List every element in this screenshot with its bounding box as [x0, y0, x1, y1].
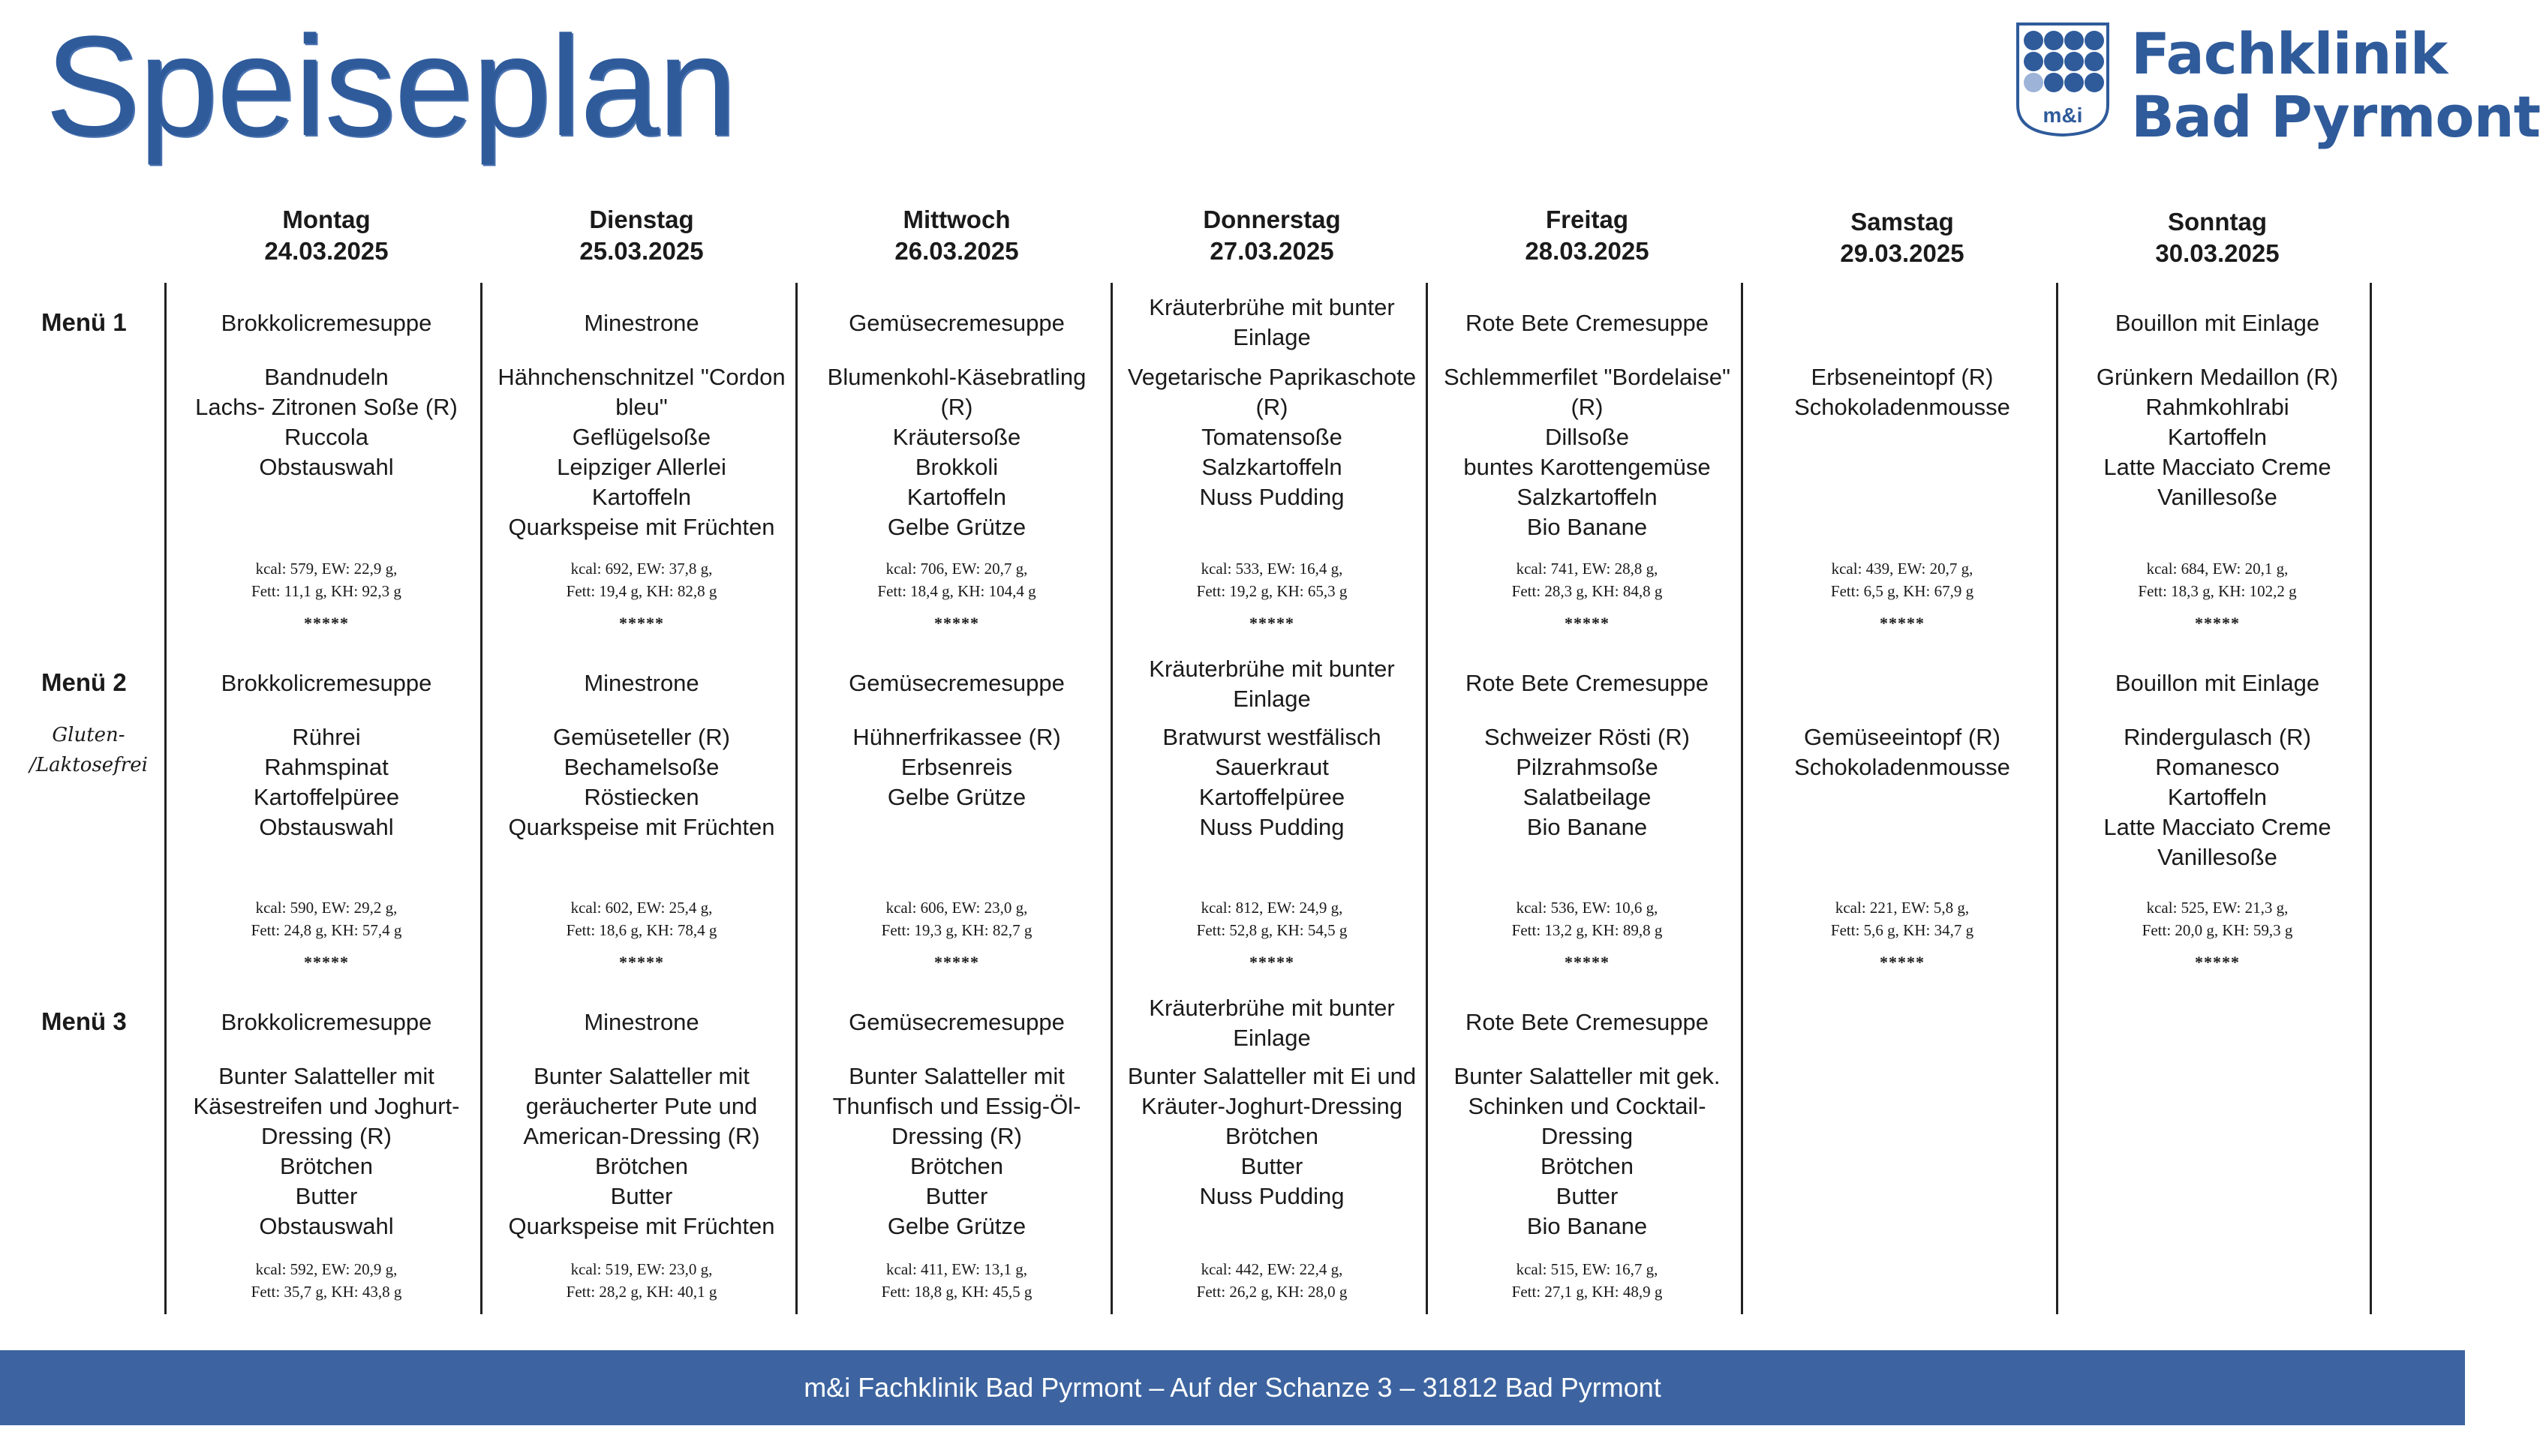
dish-line: Kartoffelpüree	[253, 784, 400, 810]
day-date: 29.03.2025	[1840, 239, 1964, 267]
nutrition-line: kcal: 812, EW: 24,9 g,	[1201, 899, 1343, 917]
dish-line: Butter	[1240, 1153, 1303, 1179]
dish-line: Salatbeilage	[1522, 784, 1652, 810]
nutrition-line: Fett: 13,2 g, KH: 89,8 g	[1511, 921, 1663, 939]
menu-label-1: Menü 1	[41, 308, 127, 336]
dish-line: Latte Macciato Creme	[2103, 454, 2331, 480]
day-date: 26.03.2025	[894, 237, 1019, 265]
nutrition-line: kcal: 706, EW: 20,7 g,	[885, 560, 1028, 578]
dish-line: Bechamelsoße	[564, 754, 720, 780]
dish-line: Butter	[610, 1183, 673, 1209]
nutrition-info	[1117, 557, 1426, 602]
nutrition-info	[802, 896, 1111, 941]
nutrition-line: kcal: 602, EW: 25,4 g,	[570, 899, 713, 917]
nutrition-line: Fett: 19,4 g, KH: 82,8 g	[566, 582, 717, 600]
dish-line: American-Dressing (R)	[523, 1123, 760, 1149]
dish-line: Hühnerfrikassee (R)	[852, 724, 1061, 750]
day-name: Dienstag	[589, 206, 694, 233]
dish-line: Romanesco	[2155, 754, 2280, 780]
dish-line: Kräuter-Joghurt-Dressing	[1141, 1093, 1403, 1119]
dish-line: Nuss Pudding	[1199, 1183, 1345, 1209]
soup-cell	[1432, 1007, 1742, 1037]
dish-line: Butter	[295, 1183, 358, 1209]
dish-line: Salzkartoffeln	[1516, 484, 1658, 510]
dish-line: Rindergulasch (R)	[2124, 724, 2311, 750]
nutrition-line: Fett: 6,5 g, KH: 67,9 g	[1830, 582, 1974, 600]
soup-line: Rote Bete Cremesuppe	[1465, 670, 1709, 696]
dish-cell	[2063, 362, 2372, 512]
dish-line: Quarkspeise mit Früchten	[508, 514, 775, 540]
dish-line: Leipziger Allerlei	[557, 454, 726, 480]
nutrition-line: Fett: 35,7 g, KH: 43,8 g	[251, 1283, 402, 1301]
dish-line: Ruccola	[284, 424, 368, 450]
nutrition-info	[802, 557, 1111, 602]
dish-line: Schlemmerfilet "Bordelaise"	[1443, 364, 1731, 390]
soup-line: Einlage	[1233, 324, 1311, 350]
dish-cell	[2063, 722, 2372, 872]
gluten-note-line1: Gluten-	[52, 724, 125, 746]
soup-cell	[172, 1007, 481, 1037]
nutrition-line: kcal: 525, EW: 21,3 g,	[2146, 899, 2289, 917]
separator-stars: *****	[619, 953, 664, 971]
nutrition-info	[1748, 896, 2057, 941]
day-date: 28.03.2025	[1525, 237, 1649, 265]
clinic-name	[2131, 20, 2540, 150]
dish-line: buntes Karottengemüse	[1463, 454, 1711, 480]
dish-cell	[172, 722, 481, 842]
dish-line: Hähnchenschnitzel "Cordon	[497, 364, 786, 390]
dish-line: Obstauswahl	[259, 814, 394, 840]
dish-line: Brötchen	[594, 1153, 689, 1179]
dish-line: Gelbe Grütze	[887, 514, 1027, 540]
dish-line: Brötchen	[1540, 1153, 1634, 1179]
soup-cell	[1117, 293, 1426, 353]
nutrition-line: Fett: 5,6 g, KH: 34,7 g	[1830, 921, 1974, 939]
day-date: 30.03.2025	[2155, 239, 2280, 267]
nutrition-line: Fett: 19,2 g, KH: 65,3 g	[1196, 582, 1348, 600]
nutrition-info	[1432, 896, 1742, 941]
soup-line: Rote Bete Cremesuppe	[1465, 1009, 1709, 1035]
separator-stars: *****	[2195, 614, 2240, 632]
soup-cell	[1117, 993, 1426, 1053]
separator-stars: *****	[304, 953, 349, 971]
dish-line: Vegetarische Paprikaschote	[1127, 364, 1417, 390]
soup-line: Brokkolicremesuppe	[221, 310, 432, 336]
nutrition-line: Fett: 18,6 g, KH: 78,4 g	[566, 921, 717, 939]
dish-line: Schokoladenmousse	[1794, 394, 2010, 420]
page-title: Speiseplan	[45, 7, 736, 166]
clinic-logo-icon	[2015, 21, 2111, 137]
dish-line: Dressing	[1541, 1123, 1634, 1149]
nutrition-line: Fett: 18,8 g, KH: 45,5 g	[881, 1283, 1033, 1301]
nutrition-line: kcal: 519, EW: 23,0 g,	[570, 1260, 713, 1278]
day-header	[1429, 204, 1745, 267]
gluten-note-line2: /Laktosefrei	[29, 754, 148, 776]
dish-line: Bunter Salatteller mit	[849, 1063, 1065, 1089]
nutrition-line: Fett: 27,1 g, KH: 48,9 g	[1511, 1283, 1663, 1301]
dish-line: Käsestreifen und Joghurt-	[193, 1093, 460, 1119]
dish-line: Lachs- Zitronen Soße (R)	[195, 394, 458, 420]
soup-cell	[172, 308, 481, 338]
separator-stars: *****	[1880, 614, 1925, 632]
dish-line: Sauerkraut	[1215, 754, 1329, 780]
dish-line: Bandnudeln	[264, 364, 389, 390]
dish-line: Kartoffeln	[906, 484, 1007, 510]
dish-line: Bio Banane	[1526, 514, 1648, 540]
dish-line: Gelbe Grütze	[887, 1213, 1027, 1239]
dish-line: Vanillesoße	[2157, 844, 2277, 870]
dish-line: Grünkern Medaillon (R)	[2096, 364, 2339, 390]
dish-line: Brötchen	[279, 1153, 374, 1179]
dish-cell	[802, 722, 1111, 812]
soup-cell	[487, 668, 796, 698]
dish-cell	[1432, 722, 1742, 842]
nutrition-line: kcal: 533, EW: 16,4 g,	[1201, 560, 1343, 578]
dish-cell	[1432, 362, 1742, 542]
dish-line: Butter	[925, 1183, 988, 1209]
column-divider	[164, 283, 167, 1314]
dish-line: Dillsoße	[1545, 424, 1629, 450]
dish-line: Bunter Salatteller mit Ei und	[1127, 1063, 1417, 1089]
dish-line: Kräutersoße	[892, 424, 1021, 450]
nutrition-info	[1117, 896, 1426, 941]
dish-line: Kartoffeln	[2167, 784, 2268, 810]
dish-line: (R)	[1571, 394, 1604, 420]
dish-line: Nuss Pudding	[1199, 814, 1345, 840]
nutrition-line: Fett: 19,3 g, KH: 82,7 g	[881, 921, 1033, 939]
dish-line: Erbseneintopf (R)	[1811, 364, 1994, 390]
dish-line: Bratwurst westfälisch	[1162, 724, 1381, 750]
nutrition-info	[2063, 896, 2372, 941]
day-name: Sonntag	[2168, 208, 2267, 236]
dish-cell	[172, 362, 481, 482]
nutrition-info	[172, 557, 481, 602]
dish-line: Gelbe Grütze	[887, 784, 1027, 810]
separator-stars: *****	[934, 614, 979, 632]
menu-label-3: Menü 3	[41, 1007, 127, 1035]
day-name: Samstag	[1850, 208, 1954, 236]
separator-stars: *****	[1249, 614, 1294, 632]
soup-line: Bouillon mit Einlage	[2115, 310, 2320, 336]
dish-line: Nuss Pudding	[1199, 484, 1345, 510]
dish-cell	[487, 722, 796, 842]
dish-line: Schinken und Cocktail-	[1468, 1093, 1706, 1119]
dish-line: Rahmspinat	[264, 754, 389, 780]
soup-line: Gemüsecremesuppe	[849, 310, 1065, 336]
nutrition-info	[172, 896, 481, 941]
dish-line: Butter	[1556, 1183, 1619, 1209]
nutrition-line: kcal: 221, EW: 5,8 g,	[1835, 899, 1970, 917]
day-name: Montag	[282, 206, 371, 233]
dish-cell	[1748, 362, 2057, 422]
dish-cell	[1117, 1061, 1426, 1211]
dish-cell	[487, 1061, 796, 1241]
soup-line: Minestrone	[584, 670, 699, 696]
nutrition-info	[172, 1258, 481, 1303]
nutrition-info	[487, 1258, 796, 1303]
dish-line: Erbsenreis	[900, 754, 1013, 780]
soup-line: Kräuterbrühe mit bunter	[1149, 995, 1395, 1021]
nutrition-line: kcal: 579, EW: 22,9 g,	[255, 560, 398, 578]
day-date: 24.03.2025	[264, 237, 389, 265]
soup-line: Bouillon mit Einlage	[2115, 670, 2320, 696]
soup-line: Brokkolicremesuppe	[221, 1009, 432, 1035]
soup-cell	[802, 668, 1111, 698]
nutrition-line: Fett: 24,8 g, KH: 57,4 g	[251, 921, 402, 939]
dish-cell	[172, 1061, 481, 1241]
day-header	[1114, 204, 1429, 267]
dish-line: Bio Banane	[1526, 1213, 1648, 1239]
soup-line: Brokkolicremesuppe	[221, 670, 432, 696]
clinic-name-line1: Fachklinik	[2131, 20, 2448, 87]
soup-line: Kräuterbrühe mit bunter	[1149, 656, 1395, 682]
day-header	[484, 204, 799, 267]
dish-line: Kartoffeln	[591, 484, 692, 510]
nutrition-line: kcal: 515, EW: 16,7 g,	[1516, 1260, 1658, 1278]
dish-line: Kartoffelpüree	[1198, 784, 1345, 810]
dish-line: (R)	[940, 394, 973, 420]
soup-line: Rote Bete Cremesuppe	[1465, 310, 1709, 336]
dish-line: Gemüseeintopf (R)	[1804, 724, 2000, 750]
nutrition-info	[487, 557, 796, 602]
soup-line: Einlage	[1233, 1025, 1311, 1051]
separator-stars: *****	[2195, 953, 2240, 971]
dish-cell	[1748, 722, 2057, 782]
dish-line: Brokkoli	[915, 454, 999, 480]
logo-text: m&i	[2043, 104, 2083, 127]
nutrition-line: Fett: 18,3 g, KH: 102,2 g	[2138, 582, 2297, 600]
dish-line: Bunter Salatteller mit gek.	[1453, 1063, 1721, 1089]
dish-line: Bunter Salatteller mit	[534, 1063, 750, 1089]
separator-stars: *****	[304, 614, 349, 632]
day-header	[799, 204, 1114, 267]
dish-line: Dressing (R)	[891, 1123, 1022, 1149]
nutrition-line: Fett: 18,4 g, KH: 104,4 g	[877, 582, 1036, 600]
soup-cell	[2063, 668, 2372, 698]
nutrition-info	[1432, 1258, 1742, 1303]
dish-line: Rahmkohlrabi	[2145, 394, 2289, 420]
dish-line: Röstiecken	[584, 784, 699, 810]
clinic-logo	[2015, 20, 2540, 150]
nutrition-line: kcal: 536, EW: 10,6 g,	[1516, 899, 1658, 917]
dish-line: geräucherter Pute und	[525, 1093, 758, 1119]
dish-line: Dressing (R)	[261, 1123, 392, 1149]
soup-line: Gemüsecremesuppe	[849, 670, 1065, 696]
nutrition-info	[487, 896, 796, 941]
dish-line: Obstauswahl	[259, 1213, 394, 1239]
nutrition-info	[1432, 557, 1742, 602]
nutrition-info	[2063, 557, 2372, 602]
footer-address: m&i Fachklinik Bad Pyrmont – Auf der Schanze 3 – 31812 Bad Pyrmont	[0, 1350, 2465, 1425]
day-header	[169, 204, 484, 267]
dish-cell	[802, 362, 1111, 542]
soup-cell	[1432, 668, 1742, 698]
nutrition-line: kcal: 590, EW: 29,2 g,	[255, 899, 398, 917]
soup-cell	[1117, 654, 1426, 714]
soup-cell	[2063, 308, 2372, 338]
dish-line: Vanillesoße	[2157, 484, 2277, 510]
column-divider	[2056, 283, 2058, 1314]
dish-line: Obstauswahl	[259, 454, 394, 480]
nutrition-info	[1117, 1258, 1426, 1303]
dish-cell	[487, 362, 796, 542]
nutrition-line: kcal: 442, EW: 22,4 g,	[1201, 1260, 1343, 1278]
dish-line: Salzkartoffeln	[1201, 454, 1342, 480]
nutrition-line: kcal: 411, EW: 13,1 g,	[886, 1260, 1027, 1278]
soup-cell	[1432, 308, 1742, 338]
soup-line: Einlage	[1233, 686, 1311, 712]
nutrition-line: Fett: 28,2 g, KH: 40,1 g	[566, 1283, 717, 1301]
soup-cell	[172, 668, 481, 698]
nutrition-line: kcal: 439, EW: 20,7 g,	[1831, 560, 1973, 578]
separator-stars: *****	[1880, 953, 1925, 971]
soup-line: Kräuterbrühe mit bunter	[1149, 294, 1395, 320]
dish-line: Schokoladenmousse	[1794, 754, 2010, 780]
day-date: 25.03.2025	[579, 237, 704, 265]
menu-label-2: Menü 2	[41, 668, 127, 696]
nutrition-info	[1748, 557, 2057, 602]
nutrition-line: kcal: 592, EW: 20,9 g,	[255, 1260, 398, 1278]
nutrition-info	[802, 1258, 1111, 1303]
nutrition-line: kcal: 692, EW: 37,8 g,	[570, 560, 713, 578]
separator-stars: *****	[1249, 953, 1294, 971]
nutrition-line: kcal: 741, EW: 28,8 g,	[1516, 560, 1658, 578]
dish-line: Latte Macciato Creme	[2103, 814, 2331, 840]
soup-cell	[802, 1007, 1111, 1037]
separator-stars: *****	[934, 953, 979, 971]
nutrition-line: Fett: 11,1 g, KH: 92,3 g	[251, 582, 401, 600]
day-name: Freitag	[1545, 206, 1629, 233]
dish-line: Bio Banane	[1526, 814, 1648, 840]
dish-line: Blumenkohl-Käsebratling	[827, 364, 1087, 390]
nutrition-line: Fett: 52,8 g, KH: 54,5 g	[1196, 921, 1348, 939]
day-name: Mittwoch	[903, 206, 1011, 233]
nutrition-line: Fett: 28,3 g, KH: 84,8 g	[1511, 582, 1663, 600]
soup-cell	[487, 308, 796, 338]
day-header	[2060, 206, 2375, 269]
dish-line: Gemüseteller (R)	[553, 724, 730, 750]
dish-line: Rührei	[292, 724, 361, 750]
soup-line: Gemüsecremesuppe	[849, 1009, 1065, 1035]
separator-stars: *****	[1565, 953, 1610, 971]
nutrition-line: kcal: 684, EW: 20,1 g,	[2146, 560, 2289, 578]
dish-line: Bunter Salatteller mit	[218, 1063, 434, 1089]
separator-stars: *****	[1565, 614, 1610, 632]
soup-line: Minestrone	[584, 1009, 699, 1035]
gluten-lactose-note	[29, 720, 149, 780]
separator-stars: *****	[619, 614, 664, 632]
nutrition-line: Fett: 20,0 g, KH: 59,3 g	[2142, 921, 2293, 939]
dish-line: Geflügelsoße	[572, 424, 711, 450]
dish-line: Quarkspeise mit Früchten	[508, 1213, 775, 1239]
dish-line: Brötchen	[909, 1153, 1004, 1179]
nutrition-line: kcal: 606, EW: 23,0 g,	[885, 899, 1028, 917]
dish-line: Schweizer Rösti (R)	[1484, 724, 1690, 750]
dish-line: Tomatensoße	[1201, 424, 1342, 450]
soup-cell	[802, 308, 1111, 338]
dish-line: Brötchen	[1225, 1123, 1319, 1149]
dish-line: Thunfisch und Essig-Öl-	[832, 1093, 1081, 1119]
dish-cell	[1117, 362, 1426, 512]
nutrition-line: Fett: 26,2 g, KH: 28,0 g	[1196, 1283, 1348, 1301]
dish-cell	[1432, 1061, 1742, 1241]
soup-cell	[487, 1007, 796, 1037]
day-name: Donnerstag	[1203, 206, 1341, 233]
clinic-name-line2: Bad Pyrmont	[2131, 83, 2540, 150]
dish-cell	[1117, 722, 1426, 842]
dish-line: (R)	[1255, 394, 1288, 420]
dish-line: bleu"	[615, 394, 668, 420]
day-date: 27.03.2025	[1210, 237, 1334, 265]
dish-line: Kartoffeln	[2167, 424, 2268, 450]
day-header	[1745, 206, 2060, 269]
dish-line: Pilzrahmsoße	[1516, 754, 1658, 780]
dish-cell	[802, 1061, 1111, 1241]
soup-line: Minestrone	[584, 310, 699, 336]
dish-line: Quarkspeise mit Früchten	[508, 814, 775, 840]
